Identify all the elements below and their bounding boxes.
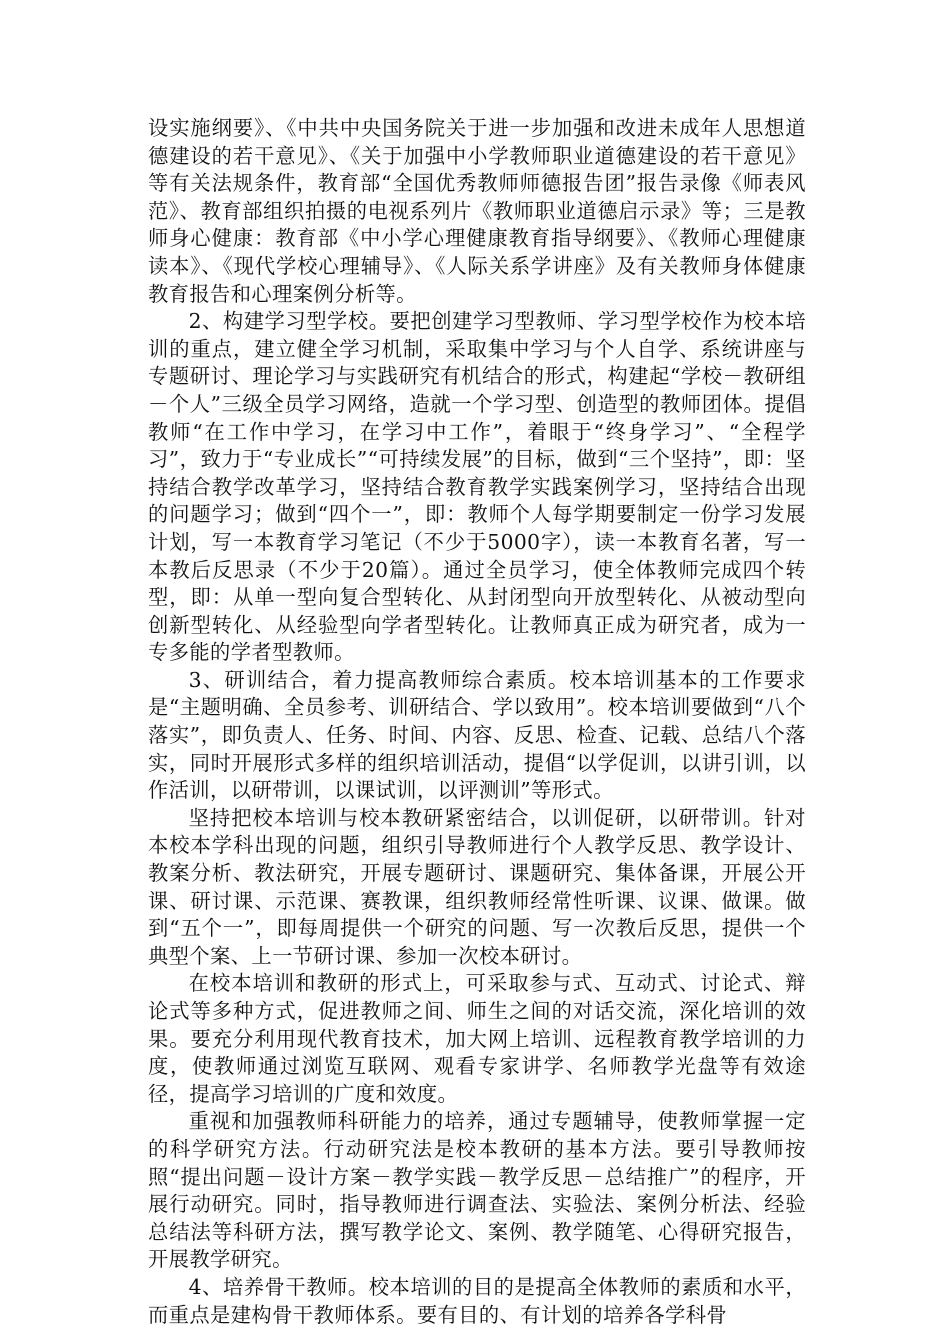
paragraph-training-forms: 在校本培训和教研的形式上，可采取参与式、互动式、讨论式、辩论式等多种方式，促进教师之间、师生之间的对话交流，深化培训的效果。要充分利用现代教育技术，加大网上培训、远程教育教学培训的力度，使教师通过浏览互联网、观看专家讲学、名师教学光盘等有效途径，提高学习培训的广度和效度。 [148,971,806,1106]
paragraph-training-research-combination: 坚持把校本培训与校本教研紧密结合，以训促研，以研带训。针对本校本学科出现的问题，组织引导教师进行个人教学反思、教学设计、教案分析、教法研究，开展专题研讨、课题研究、集体备课，开展公开课、研讨课、示范课、赛教课，组织教师经常性听课、议课、做课。做到“五个一”，即每周提供一个研究的问题、写一次教后反思，提供一个典型个案、上一节研讨课、参加一次校本研讨。 [148,805,806,968]
paragraph-research-ability: 重视和加强教师科研能力的培养，通过专题辅导，使教师掌握一定的科学研究方法。行动研究法是校本教研的基本方法。要引导教师按照“提出问题－设计方案－教学实践－教学反思－总结推广”的程序，开展行动研究。同时，指导教师进行调查法、实验法、案例分析法、经验总结法等科研方法，撰写教学论文、案例、教学随笔、心得研究报告，开展教学研究。 [148,1109,806,1272]
document-body [148,115,806,1329]
paragraph-research-training: 3、研训结合，着力提高教师综合素质。校本培训基本的工作要求是“主题明确、全员参考、训研结合、学以致用”。校本培训要做到“八个落实”，即负责人、任务、时间、内容、反思、检查、记载、总结八个落实，同时开展形式多样的组织培训活动，提倡“以学促训，以讲引训，以作活训，以研带训，以课试训，以评测训”等形式。 [148,667,806,803]
paragraph-key-teachers: 4、培养骨干教师。校本培训的目的是提高全体教师的素质和水平，而重点是建构骨干教师体系。要有目的、有计划的培养各学科骨 [148,1274,806,1327]
paragraph-continuation: 设实施纲要》、《中共中央国务院关于进一步加强和改进未成年人思想道德建设的若干意见》、《关于加强中小学教师职业道德建设的若干意见》等有关法规条件，教育部“全国优秀教师师德报告团”报告录像《师表风范》、教育部组织拍摄的电视系列片《教师职业道德启示录》等；三是教师身心健康：教育部《中小学心理健康教育指导纲要》、《教师心理健康读本》、《现代学校心理辅导》、《人际关系学讲座》及有关教师身体健康教育报告和心理案例分析等。 [148,116,806,306]
paragraph-learning-school: 2、构建学习型学校。要把创建学习型教师、学习型学校作为校本培训的重点，建立健全学习机制，采取集中学习与个人自学、系统讲座与专题研讨、理论学习与实践研究有机结合的形式，构建起“学校－教研组－个人”三级全员学习网络，造就一个学习型、创造型的教师团体。提倡教师“在工作中学习，在学习中工作”，着眼于“终身学习”、“全程学习”，致力于“专业成长”“可持续发展”的目标，做到“三个坚持”，即：坚持结合教学改革学习，坚持结合教育教学实践案例学习，坚持结合出现的问题学习；做到“四个一”，即：教师个人每学期要制定一份学习发展计划，写一本教育学习笔记（不少于5000字），读一本教育名著，写一本教后反思录（不少于20篇）。通过全员学习，使全体教师完成四个转型，即：从单一型向复合型转化、从封闭型向开放型转化、从被动型向创新型转化、从经验型向学者型转化。让教师真正成为研究者，成为一专多能的学者型教师。 [148,309,806,665]
